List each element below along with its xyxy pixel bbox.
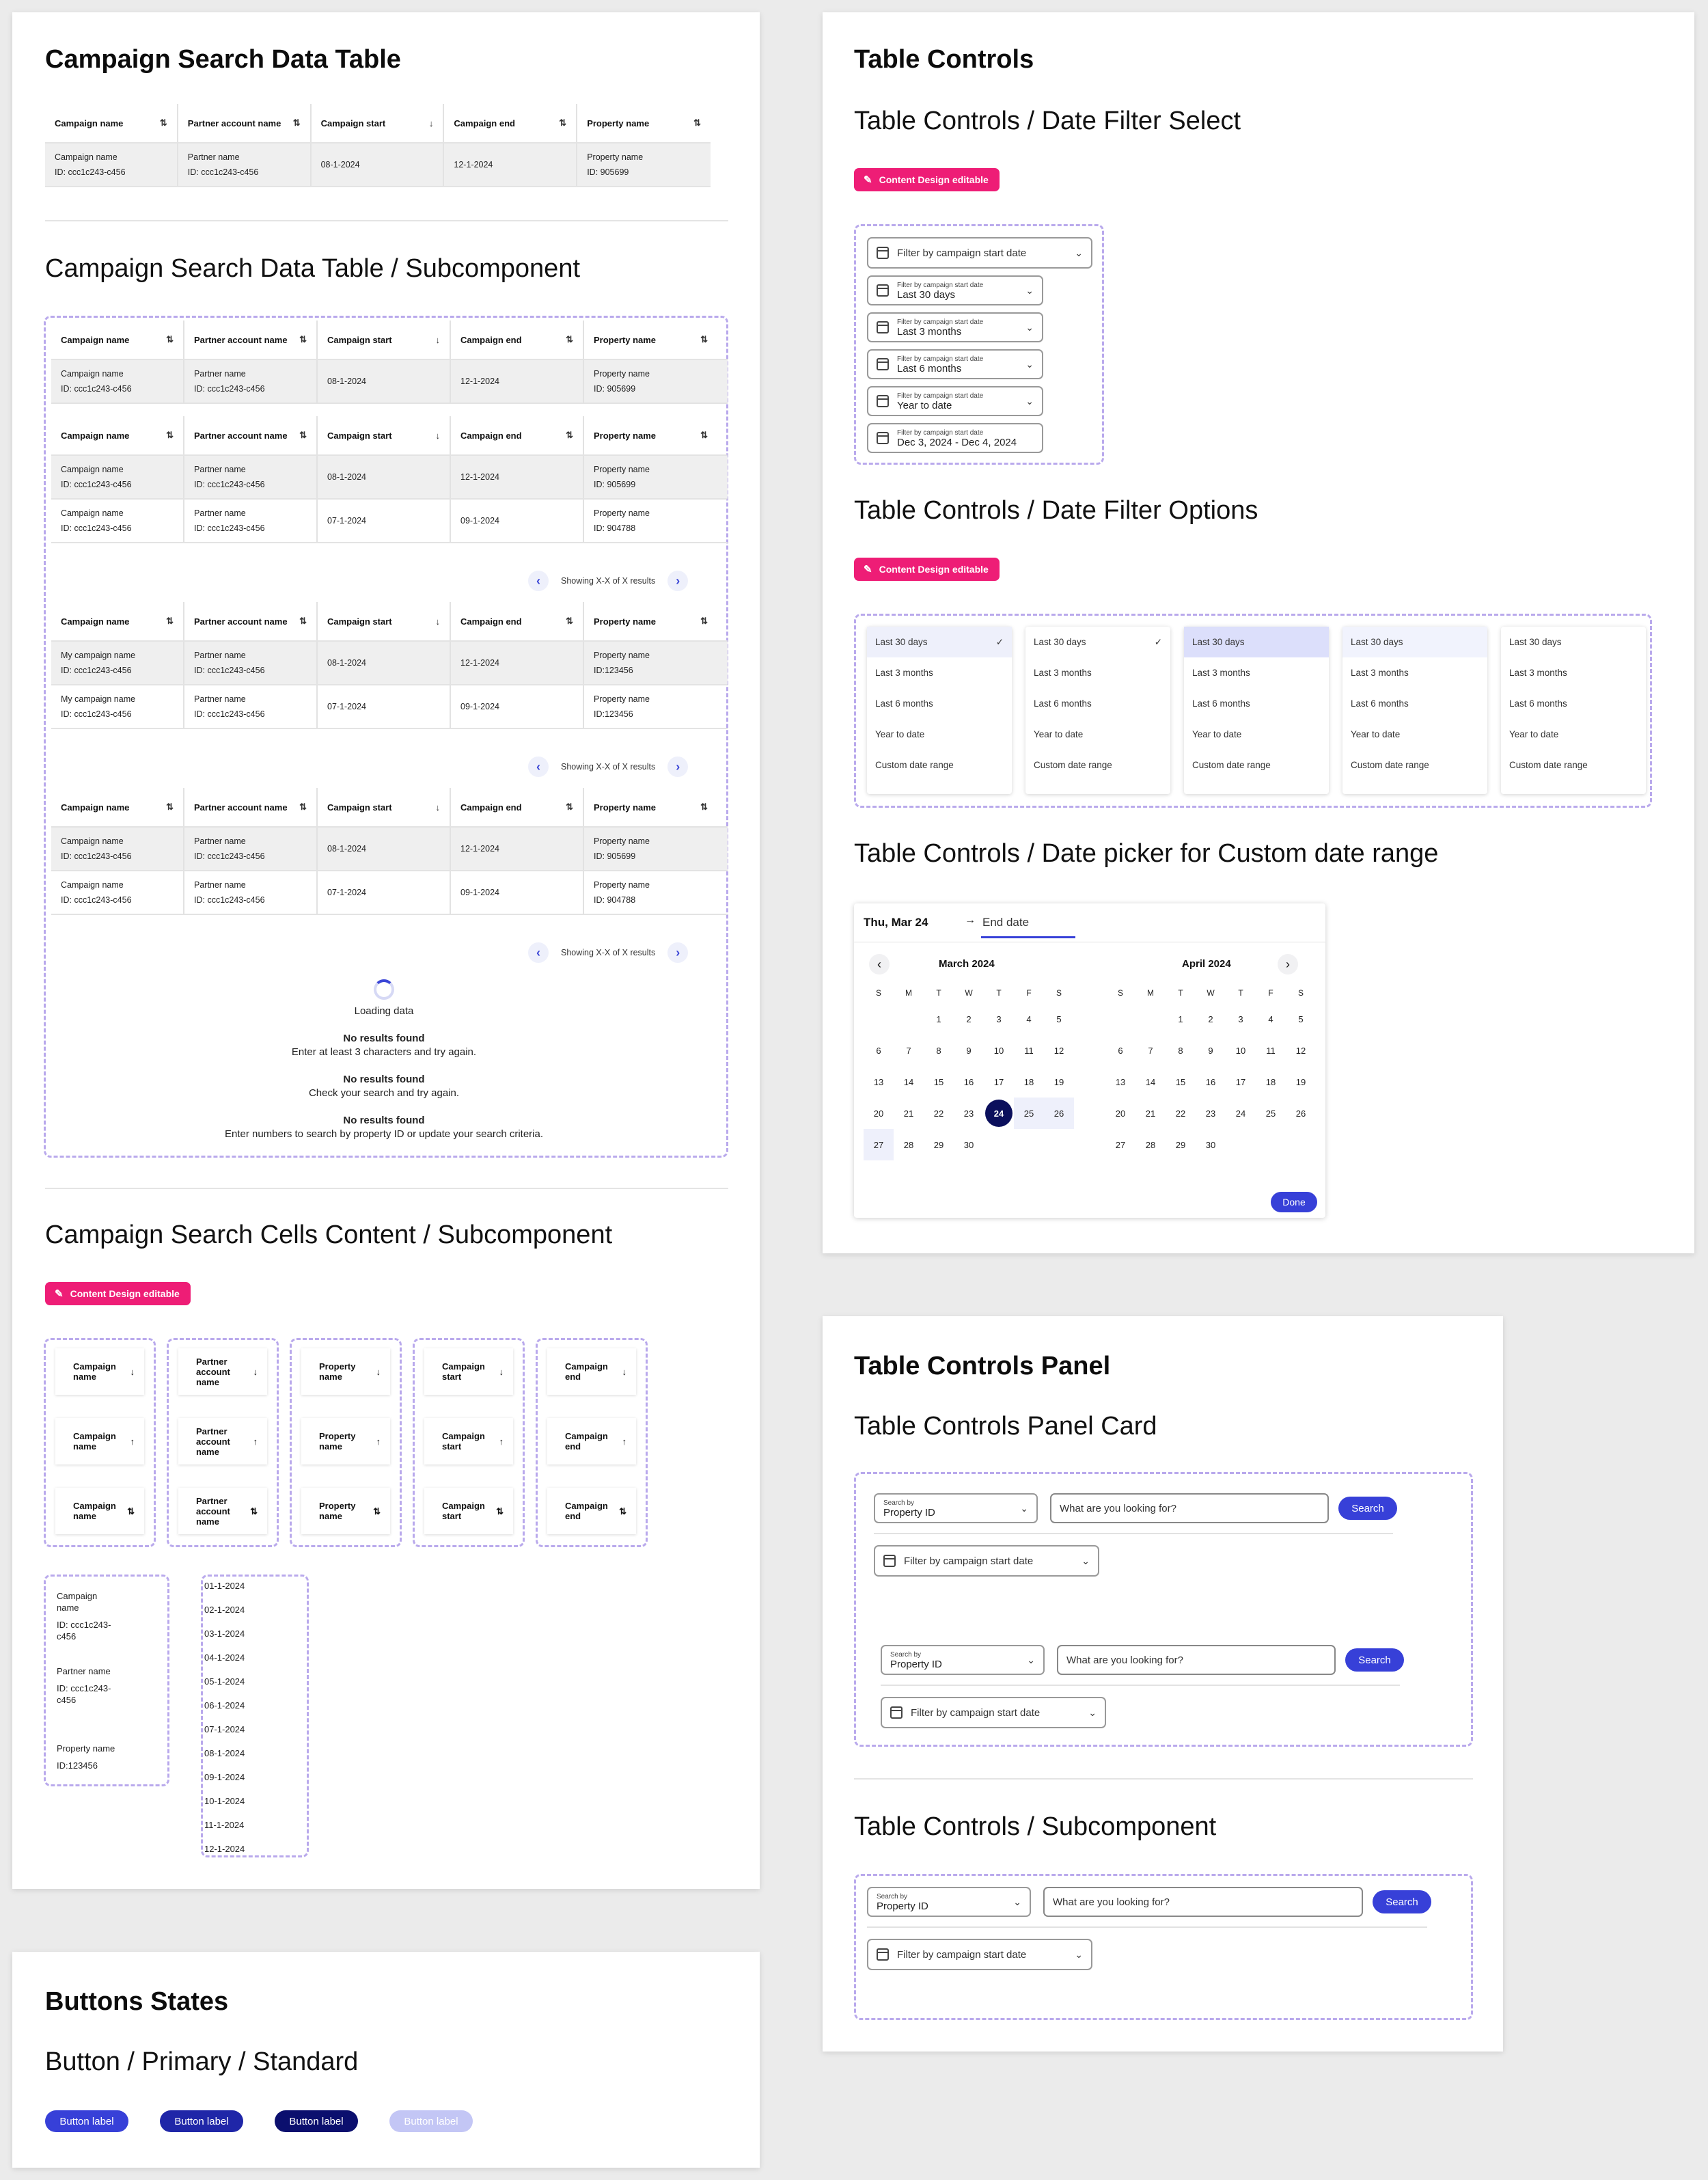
table-controls-card: [823, 12, 1694, 1253]
date-options-title: Table Controls / Date Filter Options: [854, 496, 1258, 525]
primary-button-pressed[interactable]: Button label: [275, 2110, 358, 2132]
sub-table-4: Campaign name ⇅ Partner account name ⇅ Campaign start ↓ Campaign end ⇅ Property name ⇅ Campaign name ID: ccc1c243-c456 Partner name ID: ccc1c243-c456 08-1-2024 12-1-2024 Property name ID: 905699 Campaign name ID: ccc1c243-c456 Partner name ID: ccc1c243-c456 07-1-2024 09-1-2024 Property name ID: 904788: [51, 788, 728, 915]
primary-button-disabled: Button label: [389, 2110, 473, 2132]
subcomponent-title: Campaign Search Data Table / Subcomponent: [45, 254, 581, 283]
calendar-day[interactable]: 29: [1175, 1139, 1186, 1150]
weekday-label: M: [905, 988, 912, 998]
col-property-name[interactable]: Property name ⇅: [587, 118, 701, 128]
divider: [854, 1778, 1473, 1780]
calendar-day[interactable]: 29: [933, 1139, 944, 1150]
date-select-title: Table Controls / Date Filter Select: [854, 107, 1241, 135]
calendar-day[interactable]: 4: [1268, 1013, 1273, 1024]
option-last-3m[interactable]: Last 3 months: [1509, 668, 1567, 678]
sub-table-2: Campaign name ⇅ Partner account name ⇅ Campaign start ↓ Campaign end ⇅ Property name ⇅ Campaign name ID: ccc1c243-c456 Partner name ID: ccc1c243-c456 08-1-2024 12-1-2024 Property name ID: 905699 Campaign name ID: ccc1c243-c456 Partner name ID: ccc1c243-c456 07-1-2024 09-1-2024 Property name ID: 904788: [51, 416, 728, 543]
calendar-icon: [883, 1555, 896, 1567]
option-last-6m[interactable]: Last 6 months: [1192, 698, 1250, 709]
calendar-day[interactable]: 3: [1238, 1013, 1243, 1024]
calendar-icon: [890, 1706, 903, 1719]
pagination: ‹ Showing X-X of X results ›: [528, 942, 688, 963]
check-icon: ✓: [995, 636, 1004, 647]
calendar-day[interactable]: 19: [1053, 1076, 1064, 1087]
chevron-down-icon: ⌄: [1013, 1896, 1021, 1907]
cells-title: Campaign Search Cells Content / Subcomponent: [45, 1221, 613, 1249]
option-last-3m[interactable]: Last 3 months: [875, 668, 933, 678]
buttons-subtitle: Button / Primary / Standard: [45, 2047, 359, 2076]
next-page-icon[interactable]: ›: [667, 571, 688, 591]
option-custom[interactable]: Custom date range: [1034, 760, 1112, 770]
calendar-day[interactable]: 20: [873, 1108, 884, 1119]
option-ytd[interactable]: Year to date: [1509, 729, 1559, 739]
option-custom[interactable]: Custom date range: [1509, 760, 1588, 770]
calendar-day[interactable]: 24: [1235, 1108, 1246, 1119]
option-last-30[interactable]: Last 30 days ✓: [1034, 636, 1162, 647]
calendar-day[interactable]: 15: [1175, 1076, 1186, 1087]
calendar-day[interactable]: 22: [1175, 1108, 1186, 1119]
calendar-day[interactable]: 14: [903, 1076, 914, 1087]
no-results-title: No results found: [343, 1033, 425, 1044]
date-options-menu: [1025, 627, 1170, 794]
option-last-6m[interactable]: Last 6 months: [1509, 698, 1567, 709]
controls-title: Table Controls: [854, 45, 1034, 74]
option-last-3m[interactable]: Last 3 months: [1192, 668, 1250, 678]
date-options-menu: [1342, 627, 1487, 794]
calendar-day[interactable]: 27: [1115, 1139, 1126, 1150]
no-results-msg: Enter numbers to search by property ID or update your search criteria.: [224, 1128, 544, 1140]
option-custom[interactable]: Custom date range: [1351, 760, 1429, 770]
calendar-day[interactable]: 30: [1205, 1139, 1216, 1150]
calendar-day[interactable]: 5: [1056, 1013, 1062, 1024]
chevron-down-icon: ⌄: [1025, 395, 1034, 407]
end-date[interactable]: End date: [982, 916, 1030, 929]
calendar-day[interactable]: 21: [903, 1108, 914, 1119]
date-select-frame: [854, 224, 1104, 465]
date-filter-select[interactable]: Filter by campaign start date Dec 3, 2024 - Dec 4, 2024: [867, 423, 1043, 453]
search-button[interactable]: Search: [1338, 1497, 1397, 1520]
panel-title: Table Controls Panel: [854, 1352, 1111, 1380]
search-by-select[interactable]: Search by Property ID ⌄: [874, 1493, 1038, 1523]
subcomponent-frame: [44, 316, 728, 1158]
calendar-day[interactable]: 19: [1295, 1076, 1306, 1087]
picker-title: Table Controls / Date picker for Custom date range: [854, 839, 1439, 868]
weekday-label: T: [1178, 988, 1183, 998]
date-range-picker: [854, 903, 1325, 1218]
calendar-day[interactable]: 28: [903, 1139, 914, 1150]
date-filter-select[interactable]: Filter by campaign start date ⌄: [881, 1697, 1106, 1728]
loading-text: Loading data: [354, 1005, 414, 1017]
calendar-day[interactable]: 22: [933, 1108, 944, 1119]
calendar-day[interactable]: 10: [1235, 1045, 1246, 1056]
cells-col-end: Campaign end ↓ Campaign end ↑ Campaign end ⇅: [536, 1338, 648, 1547]
weekday-label: S: [1297, 988, 1304, 998]
calendar-day[interactable]: 8: [936, 1045, 941, 1056]
calendar-day[interactable]: 7: [906, 1045, 911, 1056]
info-cell: Campaign name ID: ccc1c243- c456 Partner name ID: ccc1c243- c456 Property name ID:123456: [44, 1575, 169, 1786]
calendar-day[interactable]: 26: [1044, 1098, 1074, 1129]
table-row[interactable]: Campaign name ID: ccc1c243-c456 Partner name ID: ccc1c243-c456 07-1-2024 09-1-2024 Property name ID: 904788: [51, 871, 728, 915]
loading-spinner-icon: [374, 979, 394, 1000]
no-results-msg: Check your search and try again.: [308, 1087, 460, 1099]
calendar-day[interactable]: 18: [1265, 1076, 1276, 1087]
date-filter-select[interactable]: Filter by campaign start date ⌄: [874, 1545, 1099, 1577]
calendar-day[interactable]: 9: [1208, 1045, 1213, 1056]
calendar-day[interactable]: 2: [966, 1013, 972, 1024]
option-last-30[interactable]: Last 30 days ✓: [867, 627, 1012, 657]
calendar-icon: [877, 432, 889, 444]
calendar-day[interactable]: 15: [933, 1076, 944, 1087]
content-design-badge: ✎ Content Design editable: [45, 1282, 191, 1305]
calendar-day[interactable]: 27: [864, 1129, 894, 1160]
calendar-day[interactable]: 18: [1023, 1076, 1034, 1087]
option-ytd[interactable]: Year to date: [1192, 729, 1242, 739]
cells-col-partner: Partner account name ↓ Partner account name ↑ Partner account name ⇅: [167, 1338, 279, 1547]
end-date-underline: [981, 936, 1075, 938]
option-last-3m[interactable]: Last 3 months: [1351, 668, 1409, 678]
option-ytd[interactable]: Year to date: [875, 729, 925, 739]
option-last-6m[interactable]: Last 6 months: [875, 698, 933, 709]
arrow-right-icon: →: [965, 914, 976, 926]
next-page-icon[interactable]: ›: [667, 757, 688, 777]
option-last-3m[interactable]: Last 3 months: [1034, 668, 1092, 678]
pencil-icon: ✎: [864, 564, 872, 575]
prev-page-icon[interactable]: ‹: [528, 942, 549, 963]
content-design-badge: ✎ Content Design editable: [854, 168, 1000, 191]
calendar-day[interactable]: 14: [1145, 1076, 1156, 1087]
date-options-frame: [854, 614, 1652, 808]
date-filter-select[interactable]: Filter by campaign start date ⌄: [867, 237, 1092, 269]
chevron-down-icon: ⌄: [1027, 1654, 1035, 1665]
buttons-card: [12, 1952, 760, 2168]
check-icon: ✓: [1154, 636, 1162, 647]
pencil-icon: ✎: [55, 1288, 64, 1300]
calendar-day[interactable]: 13: [1115, 1076, 1126, 1087]
search-input[interactable]: What are you looking for?: [1043, 1887, 1363, 1917]
chevron-down-icon: ⌄: [1088, 1706, 1097, 1718]
next-page-icon[interactable]: ›: [667, 942, 688, 963]
calendar-icon: [877, 395, 889, 407]
calendar-day[interactable]: 20: [1115, 1108, 1126, 1119]
weekday-label: S: [875, 988, 881, 998]
option-custom[interactable]: Custom date range: [1192, 760, 1271, 770]
campaign-table: [45, 104, 711, 187]
calendar-day[interactable]: 11: [1266, 1045, 1276, 1056]
calendar-day[interactable]: 3: [996, 1013, 1002, 1024]
start-date[interactable]: Thu, Mar 24: [864, 916, 928, 929]
option-last-6m[interactable]: Last 6 months: [1034, 698, 1092, 709]
prev-month-icon[interactable]: ‹: [869, 954, 890, 975]
campaign-table-card: [12, 12, 760, 1889]
calendar-day[interactable]: 25: [1265, 1108, 1276, 1119]
col-campaign-end[interactable]: Campaign end ⇅: [444, 104, 577, 142]
table-row[interactable]: Campaign name ID: ccc1c243-c456 Partner name ID: ccc1c243-c456 08-1-2024 12-1-2024 Property name ID: 905699: [45, 144, 711, 187]
date-filter-select[interactable]: Filter by campaign start date Year to date ⌄: [867, 386, 1043, 416]
primary-button-hover[interactable]: Button label: [160, 2110, 243, 2132]
pagination: ‹ Showing X-X of X results ›: [528, 571, 688, 591]
calendar-day[interactable]: 24: [984, 1098, 1014, 1129]
calendar-blank: [894, 1003, 924, 1035]
table-row[interactable]: My campaign name ID: ccc1c243-c456 Partner name ID: ccc1c243-c456 07-1-2024 09-1-2024 Property name ID:123456: [51, 685, 728, 729]
no-results-msg: Enter at least 3 characters and try again.: [291, 1046, 477, 1058]
weekday-label: F: [1268, 988, 1273, 998]
chevron-down-icon: ⌄: [1082, 1555, 1090, 1566]
option-last-6m[interactable]: Last 6 months: [1351, 698, 1409, 709]
calendar-day[interactable]: 11: [1024, 1045, 1034, 1056]
date-options-menu: [867, 627, 1012, 794]
calendar-day[interactable]: 12: [1053, 1045, 1064, 1056]
calendar-day[interactable]: 16: [1205, 1076, 1216, 1087]
divider: [45, 220, 728, 221]
no-results-title: No results found: [343, 1074, 425, 1085]
calendar-blank: [1135, 1003, 1166, 1035]
panel-card-title: Table Controls Panel Card: [854, 1412, 1157, 1441]
calendar-day[interactable]: 12: [1295, 1045, 1306, 1056]
search-by-select[interactable]: Search by Property ID ⌄: [867, 1887, 1031, 1917]
search-input[interactable]: What are you looking for?: [1057, 1645, 1336, 1675]
panel-sub-frame: [854, 1874, 1473, 2020]
calendar-day[interactable]: 30: [963, 1139, 974, 1150]
calendar-day[interactable]: 7: [1148, 1045, 1153, 1056]
col-partner-account[interactable]: Partner account name ⇅: [178, 104, 312, 142]
weekday-label: T: [936, 988, 941, 998]
chevron-down-icon: ⌄: [1025, 321, 1034, 333]
calendar-day[interactable]: 23: [1205, 1108, 1216, 1119]
calendar-icon: [877, 1948, 889, 1961]
col-campaign-name[interactable]: Campaign name ⇅: [45, 104, 178, 142]
calendar-day[interactable]: 5: [1298, 1013, 1304, 1024]
calendar-day[interactable]: 1: [1178, 1013, 1183, 1024]
date-filter-select[interactable]: Filter by campaign start date ⌄: [867, 1939, 1092, 1970]
calendar-icon: [877, 284, 889, 297]
prev-page-icon[interactable]: ‹: [528, 757, 549, 777]
search-by-select[interactable]: Search by Property ID ⌄: [881, 1645, 1045, 1675]
chevron-down-icon: ⌄: [1075, 247, 1083, 258]
table-row[interactable]: Campaign name ID: ccc1c243-c456 Partner name ID: ccc1c243-c456 08-1-2024 12-1-2024 Property name ID: 905699: [51, 456, 728, 500]
no-results-title: No results found: [343, 1115, 425, 1126]
done-button[interactable]: Done: [1271, 1192, 1317, 1212]
calendar-icon: [877, 358, 889, 370]
calendar-day[interactable]: 17: [993, 1076, 1004, 1087]
content-design-badge: ✎ Content Design editable: [854, 558, 1000, 581]
option-last-30[interactable]: Last 30 days: [1342, 627, 1487, 657]
weekday-label: T: [996, 988, 1002, 998]
option-custom[interactable]: Custom date range: [875, 760, 954, 770]
calendar-blank: [864, 1003, 894, 1035]
calendar-day[interactable]: 25: [1014, 1098, 1044, 1129]
prev-page-icon[interactable]: ‹: [528, 571, 549, 591]
table-row[interactable]: Campaign name ID: ccc1c243-c456 Partner name ID: ccc1c243-c456 08-1-2024 12-1-2024 Property name ID: 905699: [51, 828, 728, 871]
calendar-day[interactable]: 16: [963, 1076, 974, 1087]
option-ytd[interactable]: Year to date: [1351, 729, 1401, 739]
calendar-day[interactable]: 9: [966, 1045, 972, 1056]
calendar-icon: [877, 321, 889, 333]
march-grid: [864, 983, 1074, 1160]
dates-list: 01-1-2024 02-1-2024 03-1-2024 04-1-2024 05-1-2024 06-1-2024 07-1-2024 08-1-2024 09-1-2024 10-1-2024 11-1-2024 12-1-2024: [201, 1575, 309, 1857]
search-input[interactable]: What are you looking for?: [1050, 1493, 1329, 1523]
chevron-down-icon: ⌄: [1075, 1948, 1083, 1960]
col-campaign-start[interactable]: Campaign start ↓: [312, 104, 445, 142]
april-grid: [1105, 983, 1316, 1160]
option-last-30[interactable]: Last 30 days: [1184, 627, 1329, 657]
weekday-label: W: [1207, 988, 1215, 998]
controls-panel-card: [823, 1316, 1503, 2052]
calendar-day[interactable]: 17: [1235, 1076, 1246, 1087]
calendar-day[interactable]: 21: [1145, 1108, 1156, 1119]
calendar-day[interactable]: 13: [873, 1076, 884, 1087]
primary-button[interactable]: Button label: [45, 2110, 128, 2132]
date-filter-select[interactable]: Filter by campaign start date Last 30 days ⌄: [867, 275, 1043, 305]
table-row[interactable]: Campaign name ID: ccc1c243-c456 Partner name ID: ccc1c243-c456 08-1-2024 12-1-2024 Property name ID: 905699: [51, 360, 728, 404]
panel-sub-title: Table Controls / Subcomponent: [854, 1812, 1217, 1841]
buttons-title: Buttons States: [45, 1987, 229, 2016]
search-button[interactable]: Search: [1373, 1890, 1431, 1913]
month-label: April 2024: [1182, 958, 1231, 970]
table-row[interactable]: My campaign name ID: ccc1c243-c456 Partner name ID: ccc1c243-c456 08-1-2024 12-1-2024 Property name ID:123456: [51, 642, 728, 685]
calendar-icon: [877, 247, 889, 259]
calendar-day[interactable]: 23: [963, 1108, 974, 1119]
next-month-icon[interactable]: ›: [1278, 954, 1298, 975]
sub-table-1: Campaign name ⇅ Partner account name ⇅ Campaign start ↓ Campaign end ⇅ Property name ⇅ Campaign name ID: ccc1c243-c456 Partner name ID: ccc1c243-c456 08-1-2024 12-1-2024 Property name ID: 905699: [51, 321, 728, 404]
pagination: ‹ Showing X-X of X results ›: [528, 757, 688, 777]
sub-table-3: Campaign name ⇅ Partner account name ⇅ Campaign start ↓ Campaign end ⇅ Property name ⇅ My campaign name ID: ccc1c243-c456 Partner name ID: ccc1c243-c456 08-1-2024 12-1-2024 Property name ID:123456 My campaign name ID: ccc1c243-c456 Partner name ID: ccc1c243-c456 07-1-2024 09-1-2024 Property name ID:123456: [51, 602, 728, 729]
weekday-label: T: [1238, 988, 1243, 998]
weekday-label: M: [1147, 988, 1154, 998]
chevron-down-icon: ⌄: [1025, 358, 1034, 370]
calendar-day[interactable]: 8: [1178, 1045, 1183, 1056]
calendar-day[interactable]: 1: [936, 1013, 941, 1024]
calendar-day[interactable]: 6: [876, 1045, 881, 1056]
divider: [45, 1188, 728, 1189]
calendar-blank: [1105, 1003, 1135, 1035]
calendar-day[interactable]: 4: [1026, 1013, 1032, 1024]
date-filter-select[interactable]: Filter by campaign start date Last 6 months ⌄: [867, 349, 1043, 379]
option-ytd[interactable]: Year to date: [1034, 729, 1084, 739]
calendar-day[interactable]: 10: [993, 1045, 1004, 1056]
search-button[interactable]: Search: [1345, 1648, 1404, 1672]
weekday-label: S: [1056, 988, 1062, 998]
date-filter-select[interactable]: Filter by campaign start date Last 3 months ⌄: [867, 312, 1043, 342]
calendar-day[interactable]: 2: [1208, 1013, 1213, 1024]
cells-col-property: Property name ↓ Property name ↑ Property name ⇅: [290, 1338, 402, 1547]
table-row[interactable]: Campaign name ID: ccc1c243-c456 Partner name ID: ccc1c243-c456 07-1-2024 09-1-2024 Property name ID: 904788: [51, 500, 728, 543]
table-header-row: [45, 104, 711, 144]
date-options-menu: [1184, 627, 1329, 794]
panel-card-frame: [854, 1472, 1473, 1747]
month-label: March 2024: [939, 958, 995, 970]
cells-col-campaign-name: Campaign name ↓ Campaign name ↑ Campaign name ⇅: [44, 1338, 156, 1547]
calendar-day[interactable]: 6: [1118, 1045, 1123, 1056]
card-title: Campaign Search Data Table: [45, 45, 401, 74]
weekday-label: F: [1026, 988, 1032, 998]
chevron-down-icon: ⌄: [1025, 284, 1034, 296]
pencil-icon: ✎: [864, 174, 872, 186]
calendar-day[interactable]: 26: [1295, 1108, 1306, 1119]
weekday-label: W: [965, 988, 973, 998]
option-last-30[interactable]: Last 30 days: [1509, 637, 1562, 647]
date-options-menu: [1501, 627, 1646, 794]
cells-col-start: Campaign start ↓ Campaign start ↑ Campaign start ⇅: [413, 1338, 525, 1547]
chevron-down-icon: ⌄: [1020, 1502, 1028, 1514]
calendar-day[interactable]: 28: [1145, 1139, 1156, 1150]
weekday-label: S: [1117, 988, 1123, 998]
